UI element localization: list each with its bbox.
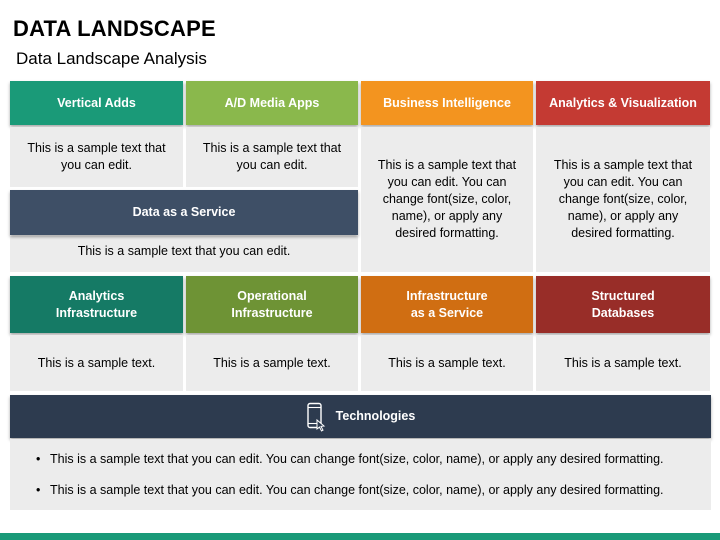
analytics-visualization-header: Analytics & Visualization bbox=[536, 81, 710, 125]
tablet-touch-icon bbox=[306, 402, 326, 432]
page-title: DATA LANDSCAPE bbox=[13, 16, 216, 41]
infrastructure-as-a-service-text: This is a sample text. bbox=[361, 335, 533, 391]
ad-media-apps-header: A/D Media Apps bbox=[186, 81, 358, 125]
operational-infrastructure-header: Operational Infrastructure bbox=[186, 276, 358, 333]
business-intelligence-text: This is a sample text that you can edit. You can change font(size, color, name), or apply any desired formatting. bbox=[361, 127, 533, 272]
technologies-label: Technologies bbox=[335, 409, 416, 423]
ad-media-apps-text: This is a sample text that you can edit. bbox=[186, 127, 358, 187]
data-as-a-service-text: This is a sample text that you can edit. bbox=[77, 244, 291, 258]
page-subtitle: Data Landscape Analysis bbox=[16, 49, 207, 68]
operational-infrastructure-text: This is a sample text. bbox=[186, 335, 358, 391]
technologies-header bbox=[10, 395, 711, 438]
analytics-infrastructure-header: Analytics Infrastructure bbox=[10, 276, 183, 333]
structured-databases-header: Structured Databases bbox=[536, 276, 710, 333]
bottom-accent-bar bbox=[0, 533, 720, 540]
bullet-icon: • bbox=[36, 483, 41, 497]
bullet-text: This is a sample text that you can edit. You can change font(size, color, name), or apply any desired formatting. bbox=[50, 483, 664, 497]
analytics-visualization-text: This is a sample text that you can edit. You can change font(size, color, name), or apply any desired formatting. bbox=[536, 127, 710, 272]
bullet-text: This is a sample text that you can edit. You can change font(size, color, name), or apply any desired formatting. bbox=[50, 452, 664, 466]
technologies-bullet-list bbox=[10, 439, 711, 510]
analytics-infrastructure-text: This is a sample text. bbox=[10, 335, 183, 391]
structured-databases-text: This is a sample text. bbox=[536, 335, 710, 391]
vertical-adds-header: Vertical Adds bbox=[10, 81, 183, 125]
data-as-a-service-header: Data as a Service bbox=[10, 190, 358, 235]
bullet-icon: • bbox=[36, 452, 41, 466]
vertical-adds-text: This is a sample text that you can edit. bbox=[10, 127, 183, 187]
business-intelligence-header: Business Intelligence bbox=[361, 81, 533, 125]
infrastructure-as-a-service-header: Infrastructure as a Service bbox=[361, 276, 533, 333]
